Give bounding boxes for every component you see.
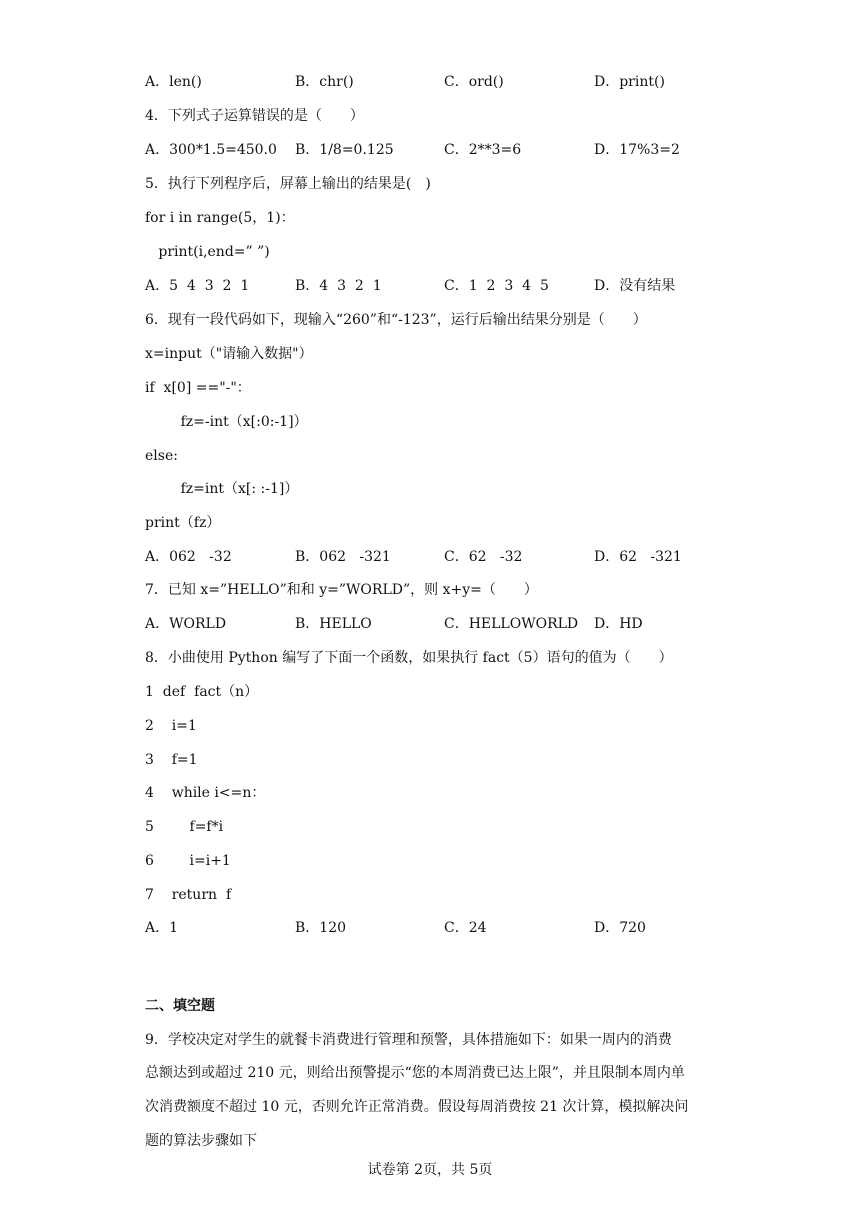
q6-stem: 6．现有一段代码如下，现输入“260”和“-123”，运行后输出结果分别是（ ） bbox=[145, 312, 647, 328]
q6-option-d: D．62 -321 bbox=[594, 549, 682, 565]
q8-code-line: 4 while i<=n： bbox=[145, 785, 266, 801]
q6-code-line: print（fz） bbox=[145, 515, 221, 531]
q7-option-d: D．HD bbox=[594, 616, 643, 632]
q8-option-d: D．720 bbox=[594, 920, 646, 936]
q3-option-a: A．len() bbox=[145, 74, 202, 90]
page-footer: 试卷第 2页，共 5页 bbox=[367, 1162, 493, 1178]
q6-code-line: x=input（"请输入数据"） bbox=[145, 346, 313, 362]
q8-option-b: B．120 bbox=[295, 920, 347, 936]
q6-code-line: if x[0] =="-"： bbox=[145, 380, 251, 396]
q8-code-line: 7 return f bbox=[145, 887, 232, 903]
q5-stem: 5．执行下列程序后，屏幕上输出的结果是( ) bbox=[145, 176, 431, 192]
q9-text-line: 题的算法步骤如下 bbox=[145, 1133, 257, 1149]
q4-stem: 4．下列式子运算错误的是（ ） bbox=[145, 108, 364, 124]
q8-code-line: 3 f=1 bbox=[145, 752, 198, 768]
q8-code-line: 6 i=i+1 bbox=[145, 853, 231, 869]
q6-option-a: A．062 -32 bbox=[145, 549, 232, 565]
q3-option-d: D．print() bbox=[594, 74, 665, 90]
q8-code-line: 1 def fact（n） bbox=[145, 684, 259, 700]
q4-option-b: B．1/8=0.125 bbox=[295, 142, 394, 158]
q4-option-a: A．300*1.5=450.0 bbox=[145, 142, 277, 158]
q5-option-a: A．5 4 3 2 1 bbox=[145, 278, 250, 294]
q9-text-line: 总额达到或超过 210 元，则给出预警提示“您的本周消费已达上限”，并且限制本周内单 bbox=[145, 1065, 685, 1081]
q7-option-c: C．HELLOWORLD bbox=[444, 616, 579, 632]
q5-option-d: D．没有结果 bbox=[594, 278, 676, 294]
q6-code-line: fz=-int（x[:0:-1]） bbox=[145, 414, 308, 430]
q5-code-line: print(i,end=” ”) bbox=[145, 244, 270, 260]
q4-option-c: C．2**3=6 bbox=[444, 142, 522, 158]
q4-option-d: D．17%3=2 bbox=[594, 142, 680, 158]
q8-option-c: C．24 bbox=[444, 920, 487, 936]
q5-options bbox=[145, 276, 705, 296]
q8-option-a: A．1 bbox=[145, 920, 179, 936]
q5-option-c: C．1 2 3 4 5 bbox=[444, 278, 549, 294]
q7-option-b: B．HELLO bbox=[295, 616, 372, 632]
q6-option-b: B．062 -321 bbox=[295, 549, 391, 565]
q9-text-line: 次消费额度不超过 10 元，否则允许正常消费。假设每周消费按 21 次计算，模拟解决问 bbox=[145, 1099, 689, 1115]
q3-option-b: B．chr() bbox=[295, 74, 354, 90]
q6-option-c: C．62 -32 bbox=[444, 549, 523, 565]
q9-text-line: 9．学校决定对学生的就餐卡消费进行管理和预警，具体措施如下：如果一周内的消费 bbox=[145, 1032, 672, 1048]
q8-stem: 8．小曲使用 Python 编写了下面一个函数，如果执行 fact（5）语句的值为（ ） bbox=[145, 650, 673, 666]
q7-option-a: A．WORLD bbox=[145, 616, 227, 632]
q8-code-line: 2 i=1 bbox=[145, 718, 197, 734]
q7-options bbox=[145, 614, 705, 634]
q4-options bbox=[145, 140, 705, 160]
q5-code-line: for i in range(5，1)： bbox=[145, 210, 295, 226]
q7-stem: 7．已知 x=”HELLO”和和 y=”WORLD”，则 x+y=（ ） bbox=[145, 582, 538, 598]
q3-options bbox=[145, 72, 705, 92]
q8-options bbox=[145, 918, 705, 938]
q6-code-line: else: bbox=[145, 448, 178, 464]
q6-options bbox=[145, 547, 705, 567]
q5-option-b: B．4 3 2 1 bbox=[295, 278, 382, 294]
q8-code-line: 5 f=f*i bbox=[145, 819, 224, 835]
q6-code-line: fz=int（x[: :-1]） bbox=[145, 481, 299, 497]
q3-option-c: C．ord() bbox=[444, 74, 504, 90]
section-title: 二、填空题 bbox=[145, 998, 215, 1014]
